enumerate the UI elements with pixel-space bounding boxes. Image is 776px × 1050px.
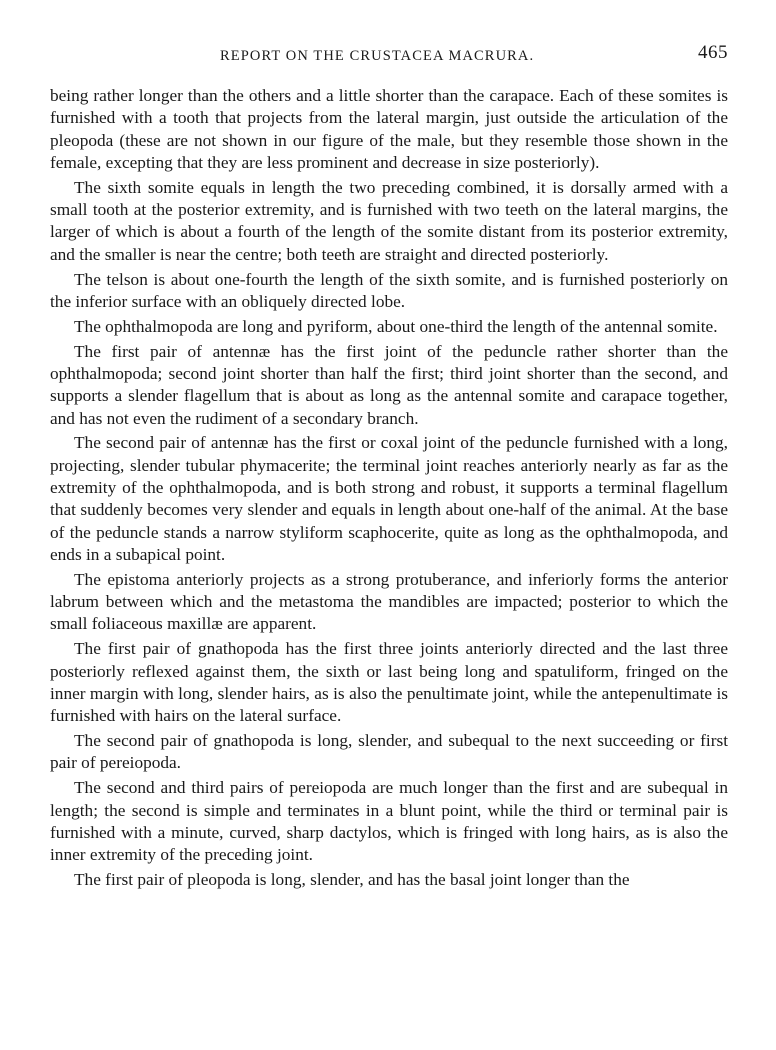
body-text <box>50 85 728 891</box>
paragraph-epistoma: The epistoma anteriorly projects as a strong protuberance, and inferiorly forms the anterior labrum between which and the metastoma the mandibles are impacted; posterior to which the small foliaceous maxillæ are apparent. <box>50 569 728 634</box>
page <box>50 40 728 891</box>
paragraph-first-gnathopoda: The first pair of gnathopoda has the first three joints anteriorly directed and the last three posteriorly reflexed against them, the sixth or last being long and spatuliform, fringed on the inner margin with long, slender hairs, as is also the penultimate joint, while the antepenultimate is furnished with hairs on the lateral surface. <box>50 639 728 726</box>
running-head-title: REPORT ON THE CRUSTACEA MACRURA. <box>220 48 535 64</box>
paragraph-ophthalmopoda: The ophthalmopoda are long and pyriform, about one-third the length of the antennal somite. <box>74 316 718 336</box>
paragraph-pereiopoda: The second and third pairs of pereiopoda are much longer than the first and are subequal in length; the second is simple and terminates in a blunt point, while the third or terminal pair is furnished with a minute, curved, sharp dactylos, which is fringed with long hairs, as is also the inner extremity of the preceding joint. <box>50 778 728 865</box>
paragraph-telson: The telson is about one-fourth the length of the sixth somite, and is furnished posteriorly on the inferior surface with an obliquely directed lobe. <box>50 269 728 311</box>
page-number: 465 <box>698 42 728 63</box>
paragraph-abdominal-somites: being rather longer than the others and a little shorter than the carapace. Each of these somites is furnished with a tooth that projects from the lateral margin, just outside the articulation of the pleopoda (these are not shown in our figure of the male, but they resemble those shown in the female, excepting that they are less prominent and decrease in size posteriorly). <box>50 86 728 172</box>
paragraph-sixth-somite: The sixth somite equals in length the two preceding combined, it is dorsally armed with a small tooth at the posterior extremity, and is furnished with two teeth on the lateral margins, the larger of which is about a fourth of the length of the somite distant from its posterior extremity, and the smaller is near the centre; both teeth are straight and directed posteriorly. <box>50 177 728 264</box>
paragraph-pleopoda: The first pair of pleopoda is long, slender, and has the basal joint longer than the <box>74 870 630 890</box>
paragraph-second-antennae: The second pair of antennæ has the first or coxal joint of the peduncle furnished with a long, projecting, slender tubular phymacerite; the terminal joint reaches anteriorly nearly as far as the extremity of the ophthalmopoda, and is both strong and robust, it supports a terminal flagellum that suddenly becomes very slender and equals in length about one-half of the animal. At the base of the peduncle stands a narrow styliform scaphocerite, quite as long as the ophthalmopoda, and ends in a subapical point. <box>50 433 728 564</box>
paragraph-first-antennae: The first pair of antennæ has the first joint of the peduncle rather shorter than the ophthalmopoda; second joint shorter than half the first; third joint shorter than the second, and supports a slender flagellum that is about as long as the antennal somite and carapace together, and has not even the rudiment of a secondary branch. <box>50 341 728 428</box>
paragraph-second-gnathopoda: The second pair of gnathopoda is long, slender, and subequal to the next succeeding or first pair of pereiopoda. <box>50 731 728 773</box>
running-head <box>50 40 728 66</box>
